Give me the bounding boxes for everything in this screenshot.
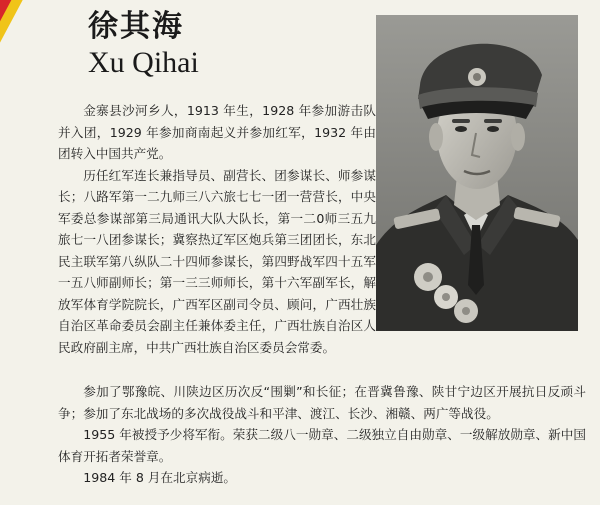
- portrait-photo: [376, 15, 578, 331]
- biography-full-width: [58, 381, 586, 489]
- paragraph-campaigns: 参加了鄂豫皖、川陕边区历次反“围剿”和长征；在晋冀鲁豫、陕甘宁边区开展抗日反顽斗争；参加了东北战场的多次战役战斗和平津、渡江、长沙、湘赣、两广等战役。: [58, 384, 586, 421]
- corner-stripes-decoration: [0, 0, 36, 80]
- paragraph-death: 1984 年 8 月在北京病逝。: [83, 470, 237, 485]
- yellow-stripe: [0, 0, 31, 80]
- paragraph-career: 历任红军连长兼指导员、副营长、团参谋长、师参谋长；八路军第一二九师三八六旅七七一团一营营长，中央军委总参谋部第三局通讯大队大队长，第一二0师三五九旅七一八团参谋长；冀察热辽军区炮兵第三团团长，东北民主联军第八纵队二十四师参谋长，第四野战军四十五军一五八师副师长；第一三三师师长，第十六军副军长，解放军体育学院院长，广西军区副司令员、顾问，广西壮族自治区革命委员会副主任兼体委主任，广西壮族自治区人民政府副主席，中共广西壮族自治区委员会常委。: [58, 167, 376, 355]
- biography-left-column: [58, 100, 376, 358]
- page-header: [88, 10, 199, 80]
- paragraph-honors: 1955 年被授予少将军衔。荣获二级八一勋章、二级独立自由勋章、一级解放勋章、新中国体育开拓者荣誉章。: [58, 427, 586, 464]
- military-officer-portrait-icon: [376, 15, 578, 331]
- name-english: Xu Qihai: [88, 46, 199, 79]
- name-chinese: 徐其海: [88, 9, 184, 44]
- paragraph-origin: 金寨县沙河乡人，1913 年生，1928 年参加游击队并入团，1929 年参加商南起义并参加红军，1932 年由团转入中国共产党。: [58, 103, 376, 161]
